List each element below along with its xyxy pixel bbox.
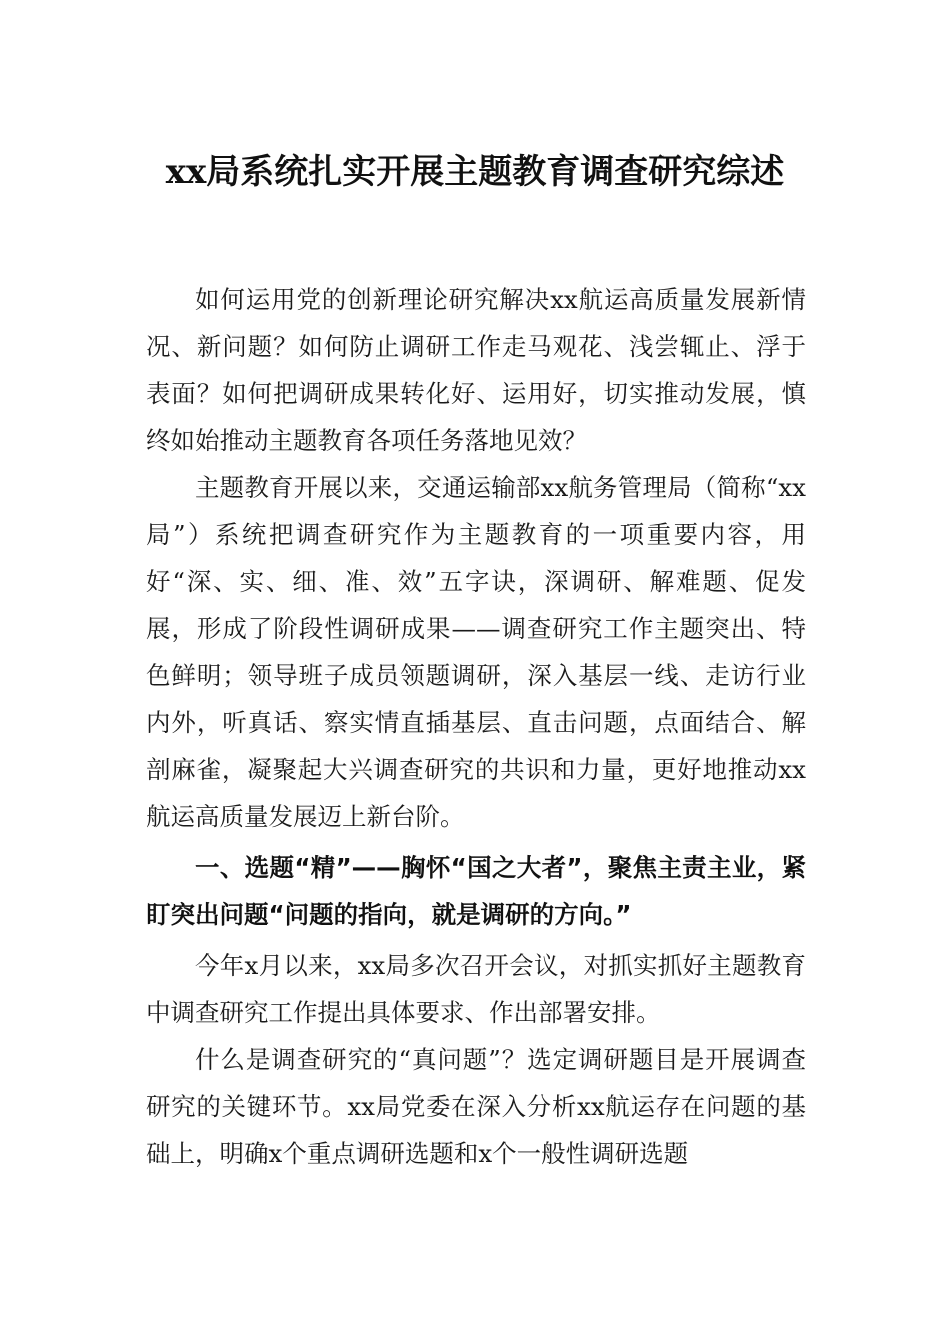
paragraph-topic-selection: 什么是调查研究的“真问题”？选定调研题目是开展调查研究的关键环节。xx局党委在深入分析xx航运存在问题的基础上，明确x个重点调研选题和x个一般性调研选题	[146, 1045, 806, 1168]
paragraph-intro: 如何运用党的创新理论研究解决xx航运高质量发展新情况、新问题？如何防止调研工作走马观花、浅尝辄止、浮于表面？如何把调研成果转化好、运用好，切实推动发展，慎终如始推动主题教育各项任务落地见效？	[146, 285, 806, 455]
paragraph-overview: 主题教育开展以来，交通运输部xx航务管理局（简称“xx局”）系统把调查研究作为主题教育的一项重要内容，用好“深、实、细、准、效”五字诀，深调研、解难题、促发展，形成了阶段性调研成果——调查研究工作主题突出、特色鲜明；领导班子成员领题调研，深入基层一线、走访行业内外，听真话、察实情直插基层、直击问题，点面结合、解剖麻雀，凝聚起大兴调查研究的共识和力量，更好地推动xx航运高质量发展迈上新台阶。	[146, 473, 806, 831]
section-heading-1: 一、选题“精”——胸怀“国之大者”，聚焦主责主业，紧盯突出问题“问题的指向，就是调研的方向。”	[146, 853, 806, 929]
document-title: xx局系统扎实开展主题教育调查研究综述	[165, 152, 785, 192]
paragraph-meetings: 今年x月以来，xx局多次召开会议，对抓实抓好主题教育中调查研究工作提出具体要求、作出部署安排。	[146, 951, 806, 1027]
document-body	[146, 276, 806, 1177]
